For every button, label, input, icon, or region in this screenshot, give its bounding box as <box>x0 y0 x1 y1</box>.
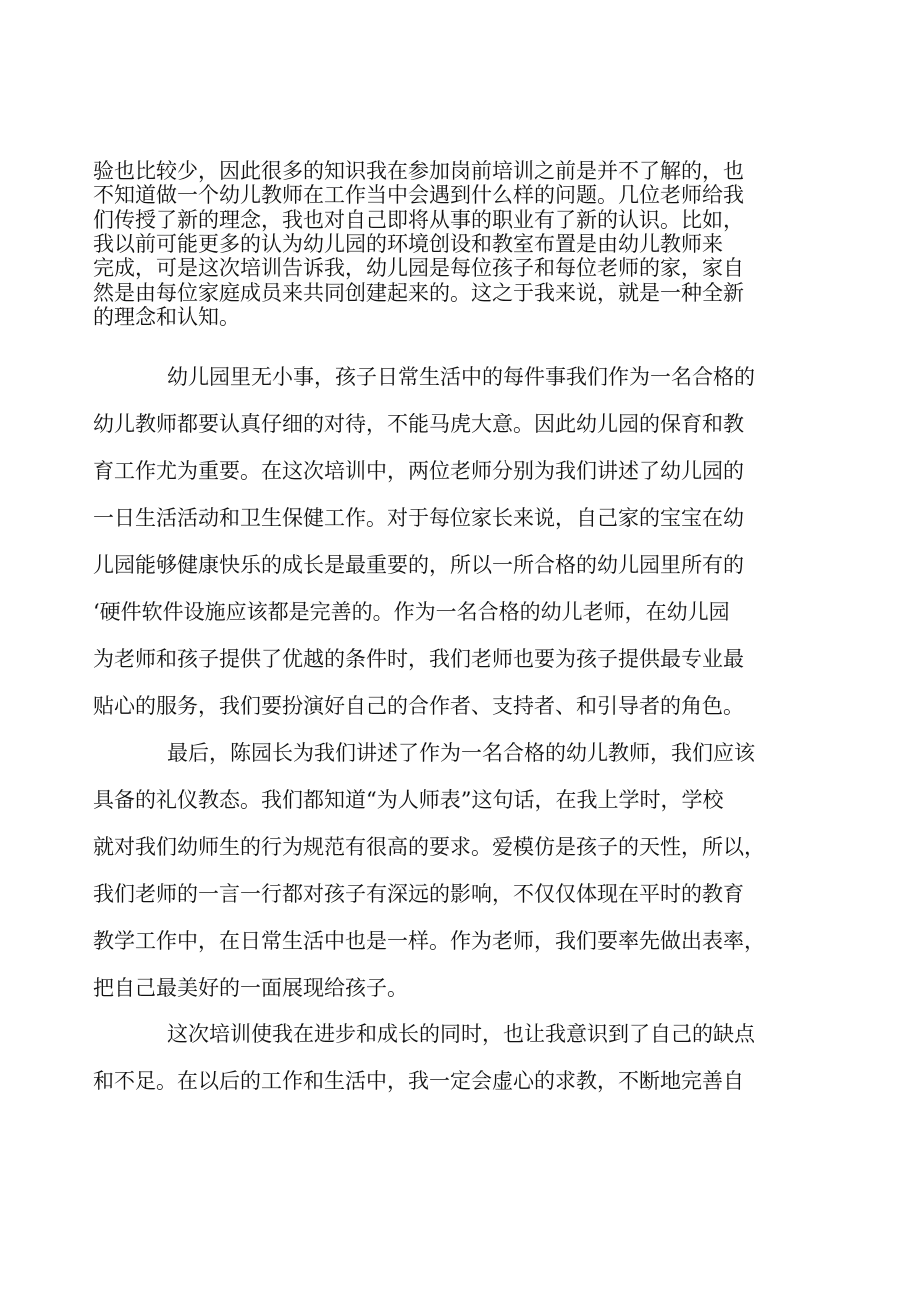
text-line: 就对我们幼师生的行为规范有很高的要求。爱模仿是孩子的天性，所以， <box>93 835 765 859</box>
text-line: 然是由每位家庭成员来共同创建起来的。这之于我来说，就是一种全新 <box>93 281 744 305</box>
text-line: 教学工作中，在日常生活中也是一样。作为老师，我们要率先做出表率， <box>93 929 765 953</box>
text-line: 儿园能够健康快乐的成长是最重要的，所以一所合格的幼儿园里所有的 <box>93 553 744 577</box>
text-line: 的理念和认知。 <box>93 305 240 329</box>
text-line: 幼儿园里无小事，孩子日常生活中的每件事我们作为一名合格的 <box>167 365 755 389</box>
text-line: ‘硬件软件设施应该都是完善的。作为一名合格的幼儿老师，在幼儿园 <box>93 600 730 624</box>
text-line: 最后，陈园长为我们讲述了作为一名合格的幼儿教师，我们应该 <box>167 741 755 765</box>
text-line: 幼儿教师都要认真仔细的对待，不能马虎大意。因此幼儿园的保育和教 <box>93 412 744 436</box>
text-line: 我以前可能更多的认为幼儿园的环境创设和教室布置是由幼儿教师来 <box>93 232 723 256</box>
text-line: 这次培训使我在进步和成长的同时，也让我意识到了自己的缺点 <box>167 1022 755 1046</box>
text-line: 贴心的服务，我们要扮演好自己的合作者、支持者、和引导者的角色。 <box>93 694 744 718</box>
text-line: 为老师和孩子提供了优越的条件时，我们老师也要为孩子提供最专业最 <box>93 647 744 671</box>
text-line: 们传授了新的理念，我也对自己即将从事的职业有了新的认识。比如， <box>93 208 744 232</box>
text-line: 和不足。在以后的工作和生活中，我一定会虚心的求教，不断地完善自 <box>93 1069 744 1093</box>
text-line: 一日生活活动和卫生保健工作。对于每位家长来说，自己家的宝宝在幼 <box>93 506 744 530</box>
text-line: 完成，可是这次培训告诉我，幼儿园是每位孩子和每位老师的家，家自 <box>93 256 744 280</box>
text-line: 验也比较少，因此很多的知识我在参加岗前培训之前是并不了解的，也 <box>93 159 744 183</box>
text-line: 我们老师的一言一行都对孩子有深远的影响，不仅仅体现在平时的教育 <box>93 882 744 906</box>
text-line: 把自己最美好的一面展现给孩子。 <box>93 976 408 1000</box>
text-line: 育工作尤为重要。在这次培训中，两位老师分别为我们讲述了幼儿园的 <box>93 459 744 483</box>
text-line: 具备的礼仪教态。我们都知道“为人师表”这句话，在我上学时，学校 <box>93 788 724 812</box>
text-line: 不知道做一个幼儿教师在工作当中会遇到什么样的问题。几位老师给我 <box>93 183 744 207</box>
